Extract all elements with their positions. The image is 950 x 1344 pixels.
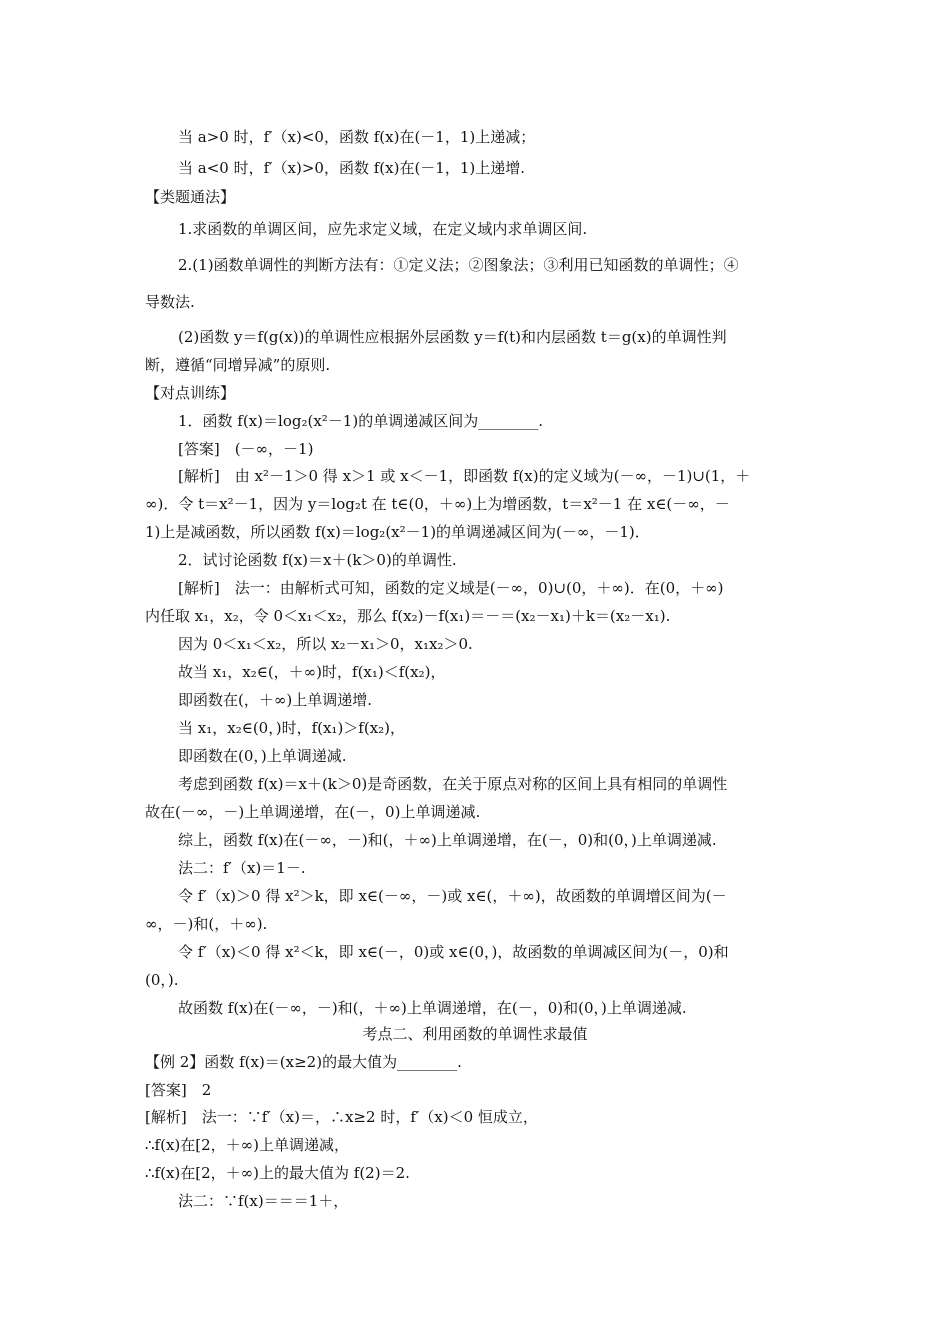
text-line: 即函数在(，＋∞)上单调递增.: [178, 691, 372, 709]
section-heading: 【对点训练】: [145, 384, 236, 402]
text-line: 故当 x₁，x₂∈(，＋∞)时，f(x₁)＜f(x₂)，: [178, 663, 446, 681]
text-line: 故在(－∞，－)上单调递增，在(－，0)上单调递减.: [145, 803, 481, 821]
text-line: 当 a>0 时，f′（x)<0，函数 f(x)在(－1，1)上递减；: [178, 128, 536, 146]
text-line: 内任取 x₁，x₂，令 0＜x₁＜x₂，那么 f(x₂)－f(x₁)＝－＝(x₂－x₁)＋k＝(x₂－x₁).: [145, 607, 671, 625]
text-line: [解析] 法一：由解析式可知，函数的定义域是(－∞，0)∪(0，＋∞)．在(0，＋∞): [178, 579, 724, 597]
section-title: 考点二、利用函数的单调性求最值: [362, 1025, 588, 1043]
text-line: 考虑到函数 f(x)＝x＋(k＞0)是奇函数，在关于原点对称的区间上具有相同的单调性: [178, 775, 728, 793]
text-line: ∴f(x)在[2，＋∞)上的最大值为 f(2)＝2.: [145, 1164, 410, 1182]
text-line: 令 f′（x)＜0 得 x²＜k，即 x∈(－，0)或 x∈(0，)，故函数的单调减区间为(－，0)和: [178, 943, 729, 961]
text-line: 故函数 f(x)在(－∞，－)和(，＋∞)上单调递增，在(－，0)和(0，)上单调递减.: [178, 999, 687, 1017]
text-line: ∞)．令 t＝x²－1，因为 y＝log₂t 在 t∈(0，＋∞)上为增函数，t＝x²－1 在 x∈(－∞，－: [145, 495, 730, 513]
text-line: [解析] 由 x²－1＞0 得 x＞1 或 x＜－1，即函数 f(x)的定义域为(－∞，－1)∪(1，＋: [178, 467, 751, 485]
text-line: 1.求函数的单调区间，应先求定义域，在定义域内求单调区间.: [178, 220, 588, 238]
section-heading: 【类题通法】: [145, 188, 236, 206]
text-line: 断，遵循“同增异减”的原则.: [145, 356, 331, 374]
text-line: ∞，－)和(，＋∞).: [145, 915, 268, 933]
text-line: 2．试讨论函数 f(x)＝x＋(k＞0)的单调性.: [178, 551, 457, 569]
text-line: (0，).: [145, 971, 179, 989]
text-line: 即函数在(0，)上单调递减.: [178, 747, 347, 765]
text-line: ∴f(x)在[2，＋∞)上单调递减，: [145, 1136, 350, 1154]
text-line: 2.(1)函数单调性的判断方法有：①定义法；②图象法；③利用已知函数的单调性；④: [178, 256, 739, 274]
text-line: 当 a<0 时，f′（x)>0，函数 f(x)在(－1，1)上递增.: [178, 159, 526, 177]
text-line: 当 x₁，x₂∈(0，)时，f(x₁)＞f(x₂)，: [178, 719, 406, 737]
text-line: 法二：f′（x)＝1－.: [178, 859, 306, 877]
example-line: 【例 2】函数 f(x)＝(x≥2)的最大值为________.: [145, 1053, 462, 1071]
text-line: (2)函数 y＝f(g(x))的单调性应根据外层函数 y＝f(t)和内层函数 t＝g(x)的单调性判: [178, 328, 727, 346]
text-line: 因为 0＜x₁＜x₂，所以 x₂－x₁＞0，x₁x₂＞0.: [178, 635, 473, 653]
answer-line: [答案] (－∞，－1): [178, 440, 314, 458]
text-line: 令 f′（x)＞0 得 x²＞k，即 x∈(－∞，－)或 x∈(，＋∞)，故函数的单调增区间为(－: [178, 887, 727, 905]
text-line: [解析] 法一：∵f′（x)＝，∴x≥2 时，f′（x)＜0 恒成立，: [145, 1108, 538, 1126]
answer-line: [答案] 2: [145, 1081, 212, 1099]
text-line: 法二：∵f(x)＝＝＝1＋，: [178, 1192, 349, 1210]
text-line: 导数法.: [145, 293, 195, 311]
text-line: 1)上是减函数，所以函数 f(x)＝log₂(x²－1)的单调递减区间为(－∞，－1)．: [145, 523, 650, 541]
text-line: 综上，函数 f(x)在(－∞，－)和(，＋∞)上单调递增，在(－，0)和(0，)上单调递减.: [178, 831, 717, 849]
text-line: 1．函数 f(x)＝log₂(x²－1)的单调递减区间为________.: [178, 412, 543, 430]
